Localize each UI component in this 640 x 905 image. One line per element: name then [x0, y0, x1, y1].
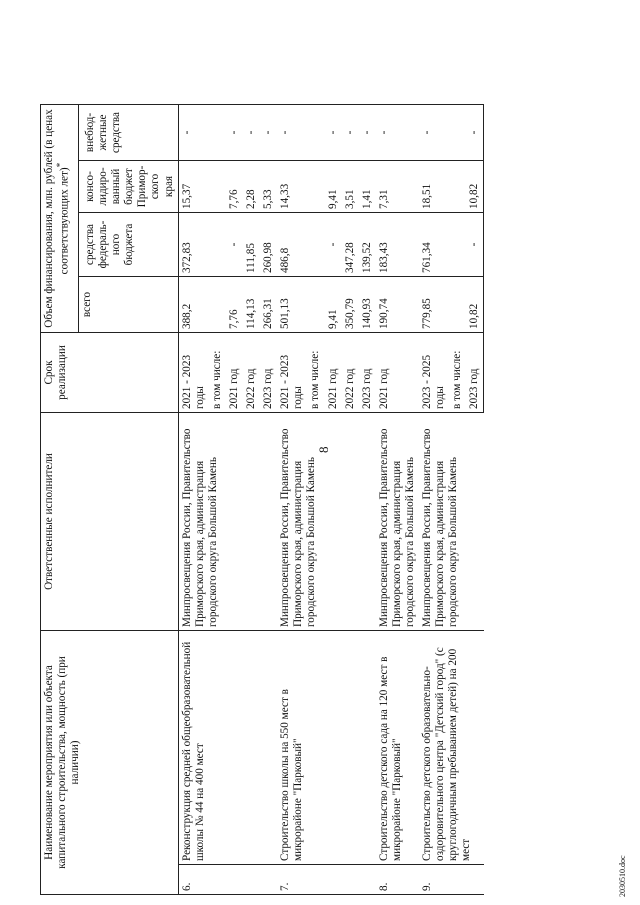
year-term: 2022 год — [342, 333, 359, 413]
table-row — [178, 105, 209, 895]
year-regional: 9,41 — [325, 161, 342, 213]
year-term: 2023 год — [260, 333, 277, 413]
year-extra: - — [466, 105, 484, 161]
year-extra: - — [359, 105, 376, 161]
empty-cell — [307, 277, 324, 333]
header-total: всего — [79, 277, 179, 333]
row-number: 8. — [376, 865, 419, 895]
row-number: 6. — [178, 865, 277, 895]
table-row — [376, 105, 419, 895]
table-row — [277, 105, 307, 895]
row-name: Строительство детского сада на 120 мест в микрорайоне "Парковый" — [376, 631, 419, 865]
year-regional: 5,33 — [260, 161, 277, 213]
year-regional: 1,41 — [359, 161, 376, 213]
row-extra: - — [419, 105, 449, 161]
row-extra: - — [376, 105, 419, 161]
row-executors: Минпросвещения России, Правительство Приморского края, администрация городского округа Большой Камень — [277, 413, 376, 631]
year-total: 7,76 — [226, 277, 243, 333]
empty-cell — [449, 213, 466, 277]
empty-cell — [209, 105, 226, 161]
table-header — [41, 105, 179, 895]
empty-cell — [307, 105, 324, 161]
funding-table — [40, 104, 484, 895]
row-term: 2021 год — [376, 333, 419, 413]
row-regional: 7,31 — [376, 161, 419, 213]
including-label: в том числе: — [307, 333, 324, 413]
header-extrabudget: внебюд-жетные средства — [79, 105, 179, 161]
row-regional: 14,33 — [277, 161, 307, 213]
table-body — [178, 105, 484, 895]
year-total: 140,93 — [359, 277, 376, 333]
year-regional: 10,82 — [466, 161, 484, 213]
empty-cell — [449, 105, 466, 161]
file-name: 2030510.doc — [618, 855, 627, 897]
header-name: Наименование мероприятия или объекта капитального строительства, мощность (при наличии) — [41, 631, 179, 895]
row-federal: 486,8 — [277, 213, 307, 277]
row-name: Строительство детского образовательно-оздоровительного центра "Детский город" (с круглогодичным пребыванием детей) на 200 мест — [419, 631, 484, 865]
year-extra: - — [342, 105, 359, 161]
year-federal: - — [325, 213, 342, 277]
empty-cell — [209, 277, 226, 333]
year-federal: - — [226, 213, 243, 277]
row-number: 9. — [419, 865, 484, 895]
header-federal: средства федераль-ного бюджета — [79, 213, 179, 277]
year-total: 350,79 — [342, 277, 359, 333]
including-label: в том числе: — [449, 333, 466, 413]
row-executors: Минпросвещения России, Правительство Приморского края, администрация городского округа Большой Камень — [178, 413, 277, 631]
row-term: 2023 - 2025 годы — [419, 333, 449, 413]
year-federal: 111,85 — [243, 213, 260, 277]
row-number: 7. — [277, 865, 376, 895]
row-total: 190,74 — [376, 277, 419, 333]
year-term: 2023 год — [466, 333, 484, 413]
row-total: 779,85 — [419, 277, 449, 333]
year-total: 9,41 — [325, 277, 342, 333]
year-term: 2021 год — [325, 333, 342, 413]
year-federal: 139,52 — [359, 213, 376, 277]
header-regional: консо-лидиро-ванный бюджет Примор-ского края — [79, 161, 179, 213]
including-label: в том числе: — [209, 333, 226, 413]
year-extra: - — [243, 105, 260, 161]
row-term: 2021 - 2023 годы — [277, 333, 307, 413]
year-total: 10,82 — [466, 277, 484, 333]
year-total: 114,13 — [243, 277, 260, 333]
row-name: Строительство школы на 550 мест в микрорайоне "Парковый" — [277, 631, 376, 865]
year-extra: - — [325, 105, 342, 161]
year-total: 266,31 — [260, 277, 277, 333]
year-regional: 2,28 — [243, 161, 260, 213]
row-name: Реконструкция средней общеобразовательной школы № 44 на 400 мест — [178, 631, 277, 865]
page-number: 8 — [316, 446, 331, 453]
row-executors: Минпросвещения России, Правительство Приморского края, администрация городского округа Большой Камень — [419, 413, 484, 631]
empty-cell — [209, 213, 226, 277]
year-federal: 347,28 — [342, 213, 359, 277]
row-total: 501,13 — [277, 277, 307, 333]
year-term: 2022 год — [243, 333, 260, 413]
year-extra: - — [260, 105, 277, 161]
empty-cell — [209, 161, 226, 213]
row-federal: 372,83 — [178, 213, 209, 277]
row-federal: 183,43 — [376, 213, 419, 277]
header-funding: Объем финансирования, млн. рублей (в ценах соответствующих лет)* — [41, 105, 79, 333]
row-regional: 18,51 — [419, 161, 449, 213]
table-row — [419, 105, 449, 895]
year-regional: 7,76 — [226, 161, 243, 213]
year-regional: 3,51 — [342, 161, 359, 213]
header-executors: Ответственные исполнители — [41, 413, 179, 631]
row-extra: - — [277, 105, 307, 161]
row-term: 2021 - 2023 годы — [178, 333, 209, 413]
row-total: 388,2 — [178, 277, 209, 333]
header-term: Срок реализации — [41, 333, 179, 413]
funding-footnote-mark: * — [56, 162, 67, 168]
row-extra: - — [178, 105, 209, 161]
empty-cell — [307, 213, 324, 277]
year-federal: 260,98 — [260, 213, 277, 277]
empty-cell — [449, 277, 466, 333]
year-term: 2021 год — [226, 333, 243, 413]
row-federal: 761,34 — [419, 213, 449, 277]
empty-cell — [307, 161, 324, 213]
year-term: 2023 год — [359, 333, 376, 413]
row-regional: 15,37 — [178, 161, 209, 213]
year-extra: - — [226, 105, 243, 161]
year-federal: - — [466, 213, 484, 277]
row-executors: Минпросвещения России, Правительство Приморского края, администрация городского округа Большой Камень — [376, 413, 419, 631]
empty-cell — [449, 161, 466, 213]
